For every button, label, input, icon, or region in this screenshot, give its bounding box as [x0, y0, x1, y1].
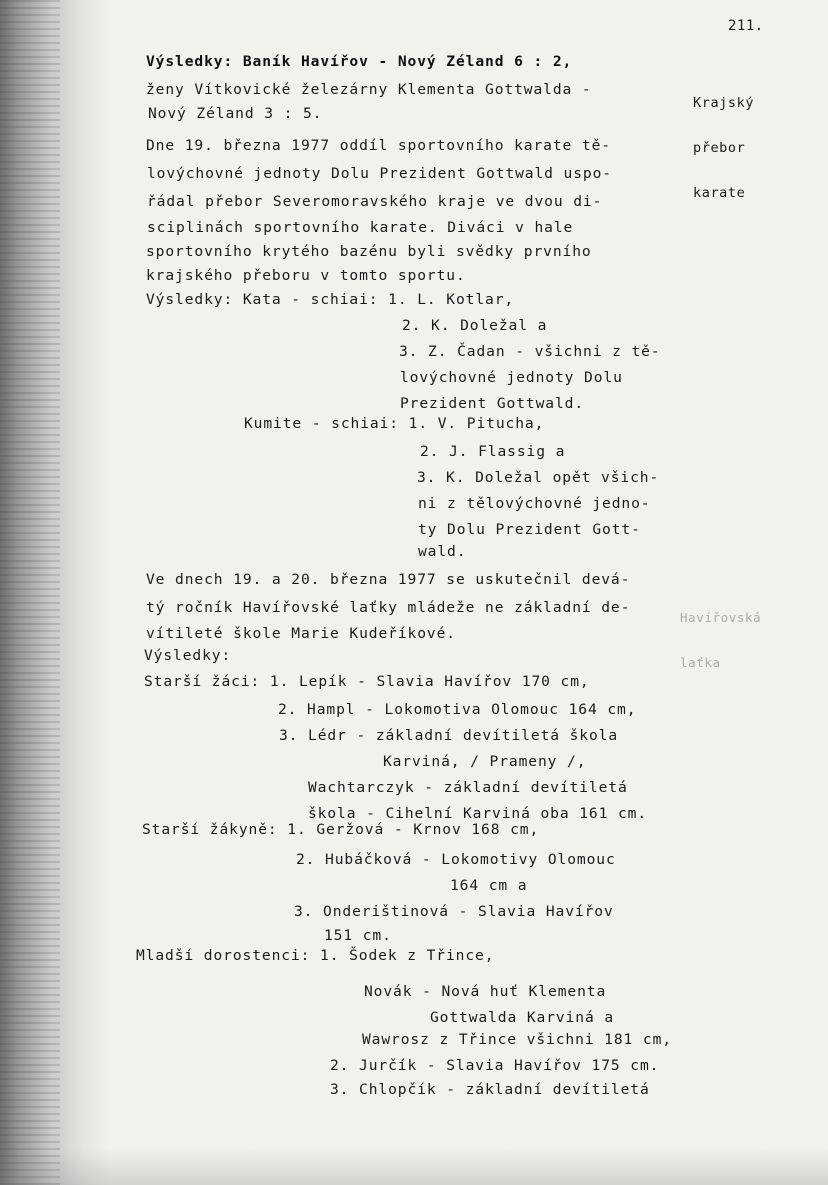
text-line: 3. Chlopčík - základní devítiletá	[330, 1081, 650, 1098]
text-line: Karviná, / Prameny /,	[383, 753, 587, 770]
text-line: 164 cm a	[450, 877, 528, 894]
text-line: Mladší dorostenci: 1. Šodek z Třince,	[136, 947, 495, 964]
text-line: Výsledky: Baník Havířov - Nový Zéland 6 : 2,	[146, 53, 573, 70]
binding-edge-texture	[0, 0, 60, 1185]
text-line: ty Dolu Prezident Gott-	[418, 521, 641, 538]
text-line: Novák - Nová huť Klementa	[364, 983, 607, 1000]
text-line: Ve dnech 19. a 20. března 1977 se uskutečnil devá-	[146, 571, 631, 588]
text-line: 3. Onderištinová - Slavia Havířov	[294, 903, 614, 920]
text-line: 2. Jurčík - Slavia Havířov 175 cm.	[330, 1057, 660, 1074]
margin-note-krajsky-prebor	[693, 66, 754, 216]
margin-note-line: Krajský	[693, 95, 755, 111]
margin-note-line: Havířovská	[680, 610, 762, 625]
text-line: 2. K. Doležal a	[402, 317, 548, 334]
text-line: wald.	[418, 543, 467, 560]
text-line: Wawrosz z Třince všichni 181 cm,	[362, 1031, 672, 1048]
margin-note-line: karate	[693, 185, 746, 201]
text-line: lovýchovné jednoty Dolu Prezident Gottwald uspo-	[147, 165, 612, 182]
text-line: 2. Hubáčková - Lokomotivy Olomouc	[296, 851, 616, 868]
text-line: Nový Zéland 3 : 5.	[148, 105, 323, 122]
margin-note-havirovska-latka	[680, 580, 761, 685]
text-line: 151 cm.	[324, 927, 392, 944]
text-line: 3. Lédr - základní devítiletá škola	[279, 727, 619, 744]
margin-note-line: laťka	[680, 655, 721, 670]
margin-note-line: přebor	[693, 140, 746, 156]
page-bottom-shadow	[0, 1149, 828, 1185]
text-line: Wachtarczyk - základní devítiletá	[308, 779, 628, 796]
text-line: Výsledky: Kata - schiai: 1. L. Kotlar,	[146, 291, 515, 308]
text-line: lovýchovné jednoty Dolu	[400, 369, 623, 386]
text-line: Starší žáci: 1. Lepík - Slavia Havířov 170 cm,	[144, 673, 590, 690]
text-line: vítileté škole Marie Kudeříkové.	[146, 625, 456, 642]
text-line: krajského přeboru v tomto sportu.	[146, 267, 466, 284]
text-line: Kumite - schiai: 1. V. Pitucha,	[244, 415, 545, 432]
text-line: sportovního krytého bazénu byli svědky prvního	[146, 243, 592, 260]
text-line: Dne 19. března 1977 oddíl sportovního karate tě-	[146, 137, 611, 154]
text-line: 2. Hampl - Lokomotiva Olomouc 164 cm,	[278, 701, 637, 718]
text-line: ni z tělovýchovné jedno-	[418, 495, 651, 512]
text-line: škola - Cihelní Karviná oba 161 cm.	[308, 805, 648, 822]
text-line: 3. K. Doležal opět všich-	[417, 469, 660, 486]
text-line: ženy Vítkovické železárny Klementa Gottwalda -	[146, 81, 592, 98]
text-line: sciplinách sportovního karate. Diváci v hale	[147, 219, 574, 236]
text-line: tý ročník Havířovské laťky mládeže ne základní de-	[146, 599, 631, 616]
page-number: 211.	[728, 18, 764, 34]
text-line: Prezident Gottwald.	[400, 395, 585, 412]
text-line: 3. Z. Čadan - všichni z tě-	[399, 343, 661, 360]
text-line: řádal přebor Severomoravského kraje ve dvou di-	[147, 193, 603, 210]
text-line: 2. J. Flassig a	[420, 443, 566, 460]
text-line: Starší žákyně: 1. Geržová - Krnov 168 cm,	[142, 821, 540, 838]
text-line: Výsledky:	[144, 647, 232, 664]
text-line: Gottwalda Karviná a	[430, 1009, 615, 1026]
